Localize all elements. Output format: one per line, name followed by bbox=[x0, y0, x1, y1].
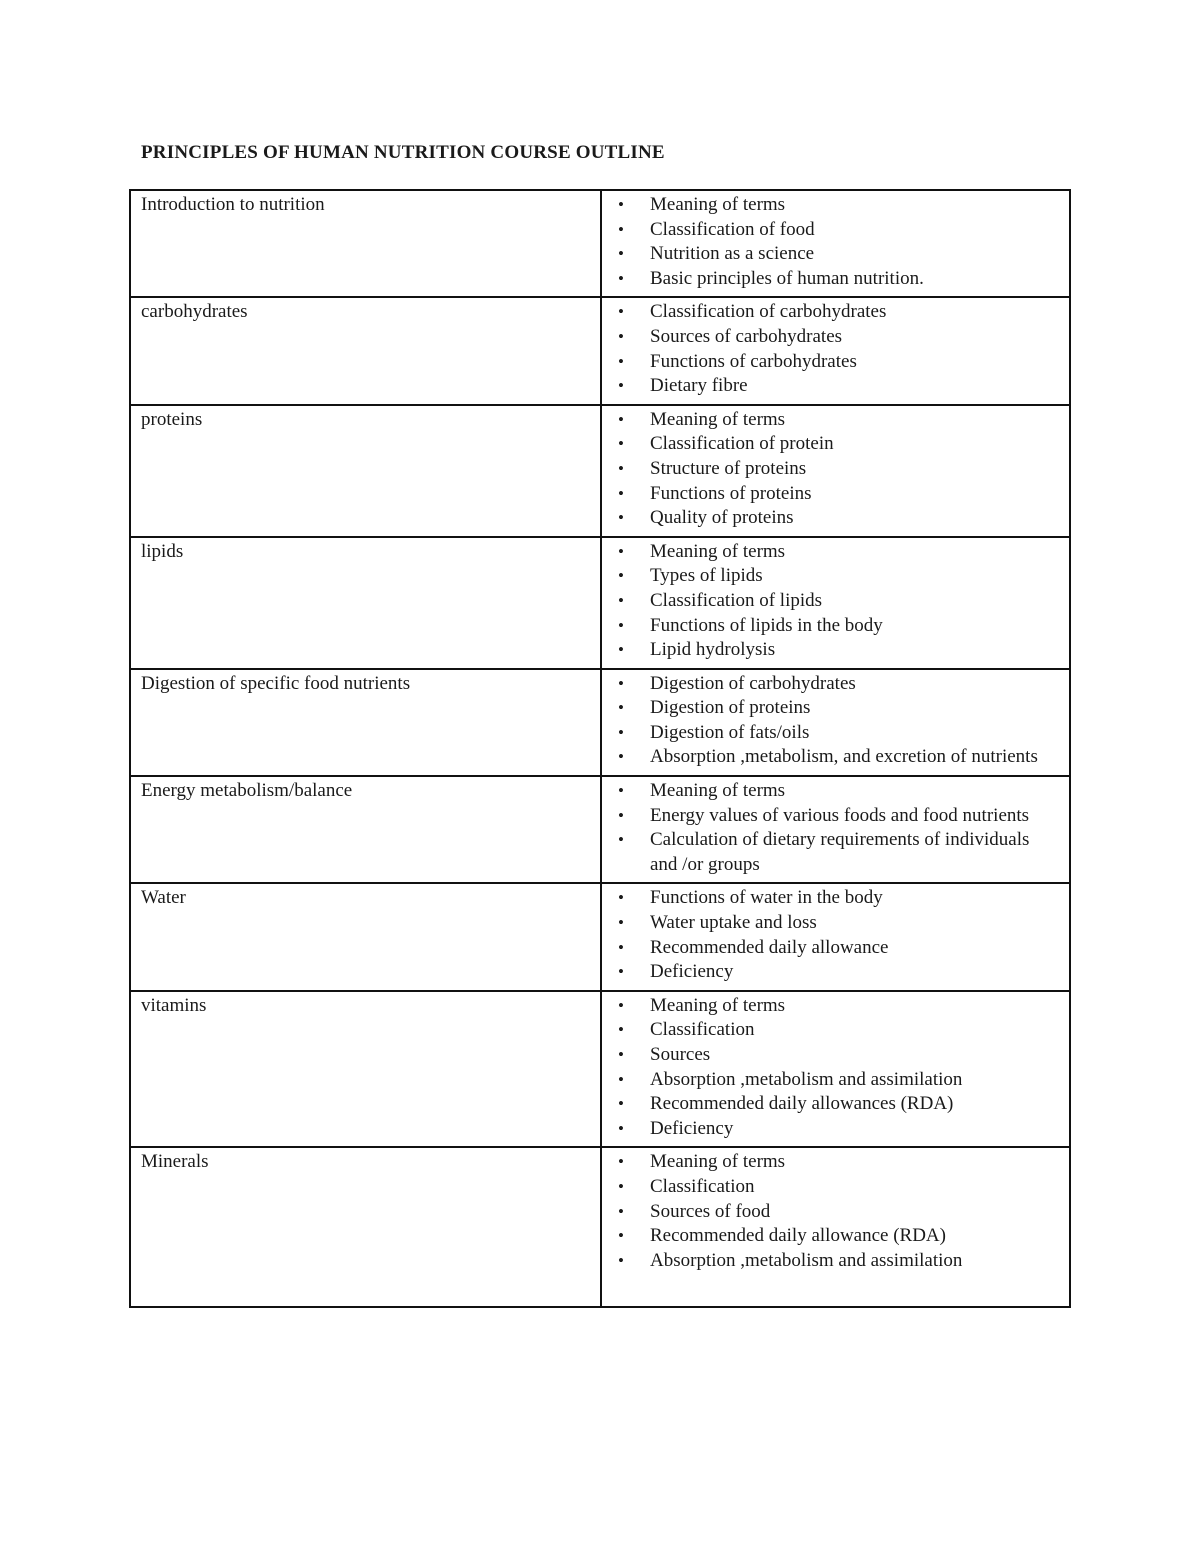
subtopic-text: Absorption ,metabolism and assimilation bbox=[650, 1068, 963, 1090]
page-title: PRINCIPLES OF HUMAN NUTRITION COURSE OUTLINE bbox=[141, 142, 665, 163]
list-item bbox=[612, 1117, 1059, 1142]
subtopic-list bbox=[612, 193, 1059, 291]
bullet-icon: • bbox=[618, 995, 624, 1015]
list-item bbox=[612, 482, 1059, 507]
bullet-icon: • bbox=[618, 913, 624, 933]
list-item bbox=[612, 672, 1059, 697]
list-item bbox=[612, 960, 1059, 985]
list-item bbox=[612, 1092, 1059, 1117]
subtopic-text: Meaning of terms bbox=[650, 1151, 786, 1173]
list-item bbox=[612, 886, 1059, 911]
topic-cell bbox=[130, 190, 601, 297]
topic-label: Digestion of specific food nutrients bbox=[141, 672, 411, 694]
subtopic-text: Calculation of dietary requirements of individuals and /or groups bbox=[650, 829, 1030, 875]
list-item bbox=[612, 696, 1059, 721]
bullet-icon: • bbox=[618, 195, 624, 214]
bullet-icon: • bbox=[618, 351, 624, 371]
bullet-icon: • bbox=[618, 615, 624, 635]
table-row bbox=[130, 297, 1070, 404]
subtopic-text: Meaning of terms bbox=[650, 408, 786, 430]
bullet-icon: • bbox=[618, 1201, 624, 1221]
topic-cell bbox=[130, 883, 601, 990]
subtopic-text: Nutrition as a science bbox=[650, 243, 815, 265]
subtopic-text: Water uptake and loss bbox=[650, 912, 817, 934]
list-item bbox=[612, 432, 1059, 457]
list-item bbox=[612, 994, 1059, 1019]
table-row bbox=[130, 669, 1070, 776]
bullet-icon: • bbox=[618, 1226, 624, 1246]
topic-label: Introduction to nutrition bbox=[141, 194, 325, 215]
bullet-icon: • bbox=[618, 566, 624, 586]
list-item bbox=[612, 614, 1059, 639]
subtopic-text: Recommended daily allowance (RDA) bbox=[650, 1225, 946, 1247]
subtopic-text: Recommended daily allowance bbox=[650, 936, 889, 958]
subtopic-list bbox=[612, 540, 1059, 663]
subtopic-text: Meaning of terms bbox=[650, 780, 786, 802]
bullet-icon: • bbox=[618, 302, 624, 322]
list-item bbox=[612, 1249, 1059, 1274]
list-item bbox=[612, 1224, 1059, 1249]
subtopic-text: Classification of lipids bbox=[650, 589, 823, 611]
bullet-icon: • bbox=[618, 722, 624, 742]
bullet-icon: • bbox=[618, 698, 624, 718]
subtopic-text: Meaning of terms bbox=[650, 994, 786, 1016]
table-row bbox=[130, 776, 1070, 883]
list-item bbox=[612, 374, 1059, 399]
subtopic-text: Structure of proteins bbox=[650, 457, 807, 479]
bullet-icon: • bbox=[618, 830, 624, 850]
topic-cell bbox=[130, 537, 601, 669]
subtopic-text: Classification of food bbox=[650, 218, 815, 240]
subtopic-text: Classification bbox=[650, 1019, 755, 1041]
subtopic-text: Lipid hydrolysis bbox=[650, 639, 776, 661]
subtopic-list bbox=[612, 1150, 1059, 1273]
bullet-icon: • bbox=[618, 805, 624, 825]
bullet-icon: • bbox=[618, 1069, 624, 1089]
bullet-icon: • bbox=[618, 434, 624, 454]
subtopic-text: Functions of water in the body bbox=[650, 887, 883, 909]
list-item bbox=[612, 1018, 1059, 1043]
course-outline-table bbox=[129, 189, 1071, 1308]
subtopic-text: Energy values of various foods and food nutrients bbox=[650, 804, 1030, 826]
list-item bbox=[612, 804, 1059, 829]
bullet-icon: • bbox=[618, 1045, 624, 1064]
list-item bbox=[612, 1043, 1059, 1068]
topic-cell bbox=[130, 405, 601, 537]
subtopic-text: Sources of food bbox=[650, 1200, 771, 1222]
subtopic-list bbox=[612, 779, 1059, 877]
topic-cell bbox=[130, 1147, 601, 1307]
list-item bbox=[612, 1068, 1059, 1093]
subtopic-text: Meaning of terms bbox=[650, 540, 786, 562]
table-row bbox=[130, 405, 1070, 537]
bullet-icon: • bbox=[618, 541, 624, 561]
bullet-icon: • bbox=[618, 590, 624, 610]
list-item bbox=[612, 589, 1059, 614]
table-row bbox=[130, 190, 1070, 297]
subtopic-list bbox=[612, 672, 1059, 770]
topic-cell bbox=[130, 776, 601, 883]
bullet-icon: • bbox=[618, 1250, 624, 1270]
subtopic-text: Classification of protein bbox=[650, 433, 834, 455]
subtopic-text: Absorption ,metabolism and assimilation bbox=[650, 1249, 963, 1271]
subtopics-cell bbox=[601, 1147, 1070, 1307]
bullet-icon: • bbox=[618, 326, 624, 346]
subtopics-cell bbox=[601, 190, 1070, 297]
bullet-icon: • bbox=[618, 219, 624, 239]
subtopic-text: Basic principles of human nutrition. bbox=[650, 267, 924, 289]
topic-label: Energy metabolism/balance bbox=[141, 780, 353, 802]
topic-label: carbohydrates bbox=[141, 301, 248, 323]
list-item bbox=[612, 300, 1059, 325]
bullet-icon: • bbox=[618, 640, 624, 660]
list-item bbox=[612, 745, 1059, 770]
table-row bbox=[130, 537, 1070, 669]
bullet-icon: • bbox=[618, 962, 624, 982]
list-item bbox=[612, 638, 1059, 663]
list-item bbox=[612, 350, 1059, 375]
subtopic-text: Digestion of proteins bbox=[650, 697, 811, 719]
subtopic-text: Sources bbox=[650, 1044, 711, 1065]
list-item bbox=[612, 218, 1059, 243]
subtopic-list bbox=[612, 994, 1059, 1142]
subtopics-cell bbox=[601, 669, 1070, 776]
subtopic-list bbox=[612, 300, 1059, 398]
bullet-icon: • bbox=[618, 508, 624, 528]
subtopics-cell bbox=[601, 297, 1070, 404]
subtopic-text: Sources of carbohydrates bbox=[650, 325, 843, 347]
subtopic-text: Meaning of terms bbox=[650, 194, 786, 215]
bullet-icon: • bbox=[618, 458, 624, 478]
subtopic-text: Functions of proteins bbox=[650, 482, 812, 504]
subtopic-text: Types of lipids bbox=[650, 565, 763, 587]
subtopic-text: Digestion of fats/oils bbox=[650, 721, 810, 743]
bullet-icon: • bbox=[618, 1176, 624, 1196]
subtopics-cell bbox=[601, 405, 1070, 537]
list-item bbox=[612, 506, 1059, 531]
topic-cell bbox=[130, 297, 601, 404]
bullet-icon: • bbox=[618, 1020, 624, 1040]
bullet-icon: • bbox=[618, 409, 624, 429]
subtopic-text: Functions of carbohydrates bbox=[650, 350, 857, 372]
subtopic-text: Functions of lipids in the body bbox=[650, 614, 883, 636]
subtopic-text: Classification bbox=[650, 1175, 755, 1197]
topic-label: Minerals bbox=[141, 1151, 209, 1173]
bullet-icon: • bbox=[618, 1094, 624, 1114]
bullet-icon: • bbox=[618, 937, 624, 957]
topic-cell bbox=[130, 991, 601, 1148]
list-item bbox=[612, 828, 1059, 877]
list-item bbox=[612, 1200, 1059, 1225]
bullet-icon: • bbox=[618, 483, 624, 503]
subtopics-cell bbox=[601, 776, 1070, 883]
list-item bbox=[612, 936, 1059, 961]
list-item bbox=[612, 1175, 1059, 1200]
outline-table-body bbox=[130, 190, 1070, 1307]
subtopic-text: Deficiency bbox=[650, 961, 734, 983]
list-item bbox=[612, 721, 1059, 746]
list-item bbox=[612, 242, 1059, 267]
bullet-icon: • bbox=[618, 888, 624, 908]
topic-cell bbox=[130, 669, 601, 776]
list-item bbox=[612, 564, 1059, 589]
subtopic-list bbox=[612, 886, 1059, 984]
bullet-icon: • bbox=[618, 1152, 624, 1172]
bullet-icon: • bbox=[618, 376, 624, 396]
list-item bbox=[612, 779, 1059, 804]
list-item bbox=[612, 540, 1059, 565]
table-row bbox=[130, 1147, 1070, 1307]
table-row bbox=[130, 883, 1070, 990]
subtopic-text: Deficiency bbox=[650, 1117, 734, 1139]
list-item bbox=[612, 457, 1059, 482]
subtopic-list bbox=[612, 408, 1059, 531]
list-item bbox=[612, 408, 1059, 433]
table-row bbox=[130, 991, 1070, 1148]
topic-label: lipids bbox=[141, 540, 184, 562]
bullet-icon: • bbox=[618, 673, 624, 693]
list-item bbox=[612, 911, 1059, 936]
topic-label: proteins bbox=[141, 408, 203, 430]
subtopic-text: Classification of carbohydrates bbox=[650, 301, 887, 323]
subtopics-cell bbox=[601, 883, 1070, 990]
topic-label: Water bbox=[141, 887, 186, 909]
list-item bbox=[612, 193, 1059, 218]
subtopics-cell bbox=[601, 991, 1070, 1148]
topic-label: vitamins bbox=[141, 994, 207, 1016]
list-item bbox=[612, 267, 1059, 292]
list-item bbox=[612, 325, 1059, 350]
bullet-icon: • bbox=[618, 747, 624, 767]
bullet-icon: • bbox=[618, 781, 624, 801]
subtopic-text: Digestion of carbohydrates bbox=[650, 672, 856, 694]
subtopic-text: Dietary fibre bbox=[650, 375, 748, 397]
subtopic-text: Absorption ,metabolism, and excretion of nutrients bbox=[650, 746, 1038, 768]
subtopic-text: Recommended daily allowances (RDA) bbox=[650, 1093, 954, 1115]
bullet-icon: • bbox=[618, 244, 624, 264]
subtopic-text: Quality of proteins bbox=[650, 507, 794, 529]
list-item bbox=[612, 1150, 1059, 1175]
bullet-icon: • bbox=[618, 1118, 624, 1138]
bullet-icon: • bbox=[618, 268, 624, 288]
subtopics-cell bbox=[601, 537, 1070, 669]
